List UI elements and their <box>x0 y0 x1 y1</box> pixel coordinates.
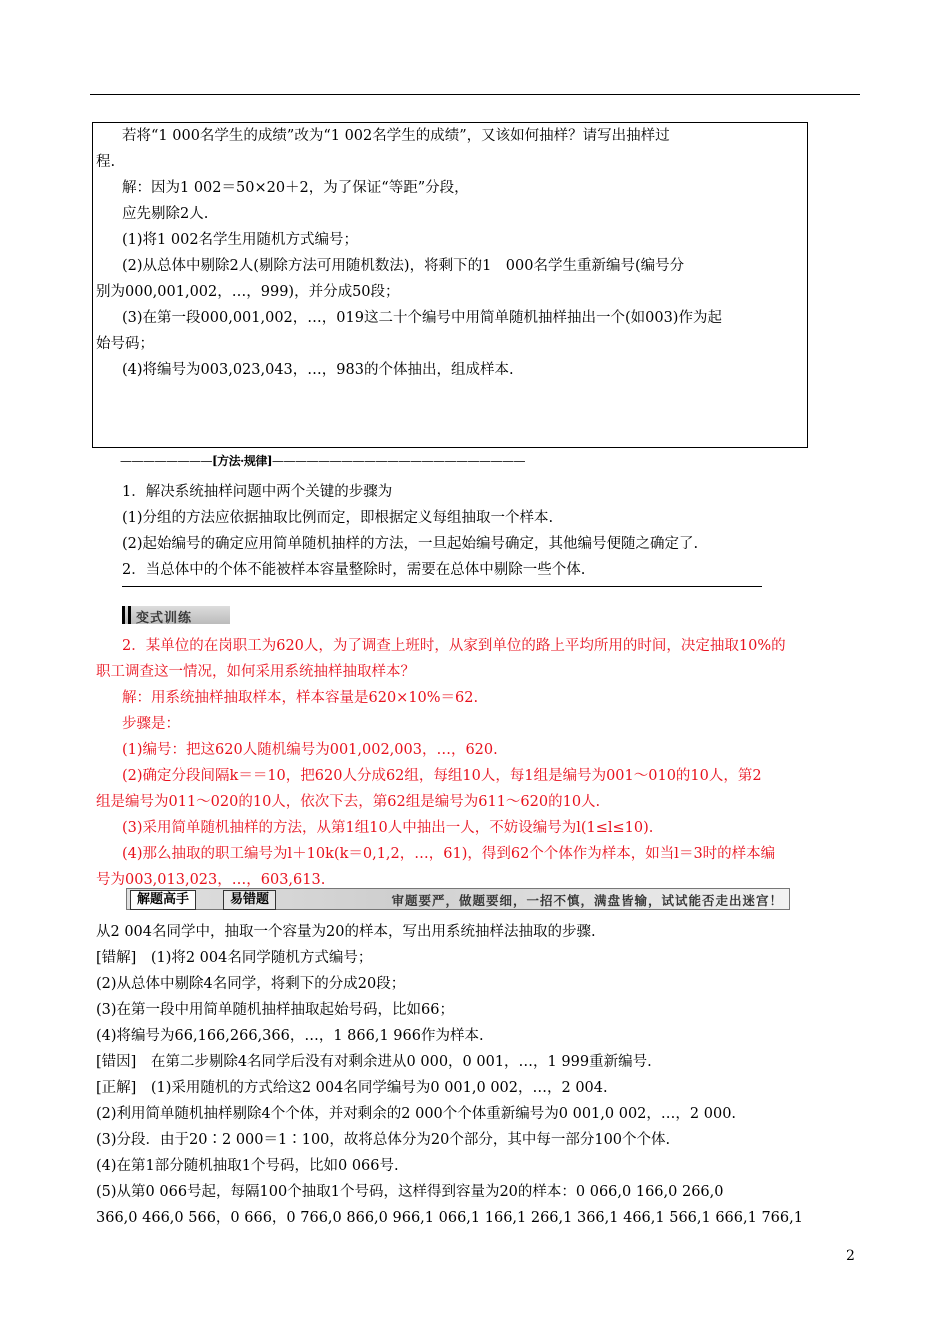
problem-line: 从2 004名同学中，抽取一个容量为20的样本，写出用系统抽样法抽取的步骤. <box>96 924 596 940</box>
variant-line: (2)确定分段间隔k＝＝10，把620人分成62组，每组10人，每1组是编号为001～010的10人，第2 <box>122 768 762 784</box>
bar-icon <box>128 606 131 624</box>
problem-line: (3)在第一段中用简单随机抽样抽取起始号码，比如66； <box>96 1002 454 1018</box>
method-line: 2．当总体中的个体不能被样本容量整除时，需要在总体中剔除一些个体. <box>122 562 586 578</box>
problem-line: (3)分段．由于20∶2 000＝1∶100，故将总体分为20个部分，其中每一部分100个个体. <box>96 1132 671 1148</box>
variant-line: 职工调查这一情况，如何采用系统抽样抽取样本？ <box>96 664 415 680</box>
section-rule <box>122 586 762 587</box>
problem-line: 366,0 466,0 566，0 666，0 766,0 866,0 966,1 066,1 166,1 266,1 366,1 466,1 566,1 666,1 766,1 <box>96 1210 803 1226</box>
variant-line: 号为003,013,023，…，603,613. <box>96 872 326 888</box>
error-section-banner <box>126 888 790 910</box>
header-rule <box>90 94 860 95</box>
problem-line: (2)从总体中剔除4名同学，将剩下的分成20段； <box>96 976 406 992</box>
page-number: 2 <box>846 1248 855 1264</box>
variant-line: (4)那么抽取的职工编号为l＋10k(k＝0,1,2，…，61)，得到62个个体作为样本，如当l＝3时的样本编 <box>122 846 776 862</box>
box-line: 始号码； <box>96 336 154 352</box>
box-line: 若将“1 000名学生的成绩”改为“1 002名学生的成绩”，又该如何抽样？请写出抽样过 <box>122 128 670 144</box>
box-line: (3)在第一段000,001,002，…，019这二十个编号中用简单随机抽样抽出一个(如003)作为起 <box>122 310 722 326</box>
variant-section-banner <box>122 606 230 624</box>
banner-tag-expert: 解题高手 <box>130 890 196 910</box>
method-line: 1．解决系统抽样问题中两个关键的步骤为 <box>122 484 393 500</box>
problem-line: [错因] 在第二步剔除4名同学后没有对剩余进从0 000，0 001，…，1 999重新编号. <box>96 1054 652 1070</box>
variant-label: 变式训练 <box>136 611 193 626</box>
box-line: (2)从总体中剔除2人(剔除方法可用随机数法)，将剩下的1 000名学生重新编号(编号分 <box>122 258 685 274</box>
variant-line: (3)采用简单随机抽样的方法，从第1组10人中抽出一人，不妨设编号为l(1≤l≤10). <box>122 820 654 836</box>
method-line: (2)起始编号的确定应用简单随机抽样的方法，一旦起始编号确定，其他编号便随之确定了. <box>122 536 699 552</box>
box-line: 解：因为1 002＝50×20＋2，为了保证“等距”分段， <box>122 180 469 196</box>
box-line: 程. <box>96 154 116 170</box>
problem-line: (4)在第1部分随机抽取1个号码，比如0 066号. <box>96 1158 399 1174</box>
box-line: 应先剔除2人. <box>122 206 209 222</box>
problem-line: [错解] (1)将2 004名同学随机方式编号； <box>96 950 373 966</box>
method-label: [方法·规律] <box>212 454 273 468</box>
problem-line: (5)从第0 066号起，每隔100个抽取1个号码，这样得到容量为20的样本：0 066,0 166,0 266,0 <box>96 1184 724 1200</box>
method-section-header: ————————[方法·规律]—————————————————————— <box>120 454 526 468</box>
variant-line: 2．某单位的在岗职工为620人，为了调查上班时，从家到单位的路上平均所用的时间，决定抽取10%的 <box>122 638 786 654</box>
box-line: 别为000,001,002，…，999)，并分成50段； <box>96 284 400 300</box>
bar-icon <box>122 606 125 624</box>
method-line: (1)分组的方法应依据抽取比例而定，即根据定义每组抽取一个样本. <box>122 510 554 526</box>
problem-line: (2)利用简单随机抽样剔除4个个体，并对剩余的2 000个个体重新编号为0 001,0 002，…，2 000. <box>96 1106 737 1122</box>
problem-line: [正解] (1)采用随机的方式给这2 004名同学编号为0 001,0 002，…，2 004. <box>96 1080 608 1096</box>
banner-motto: 审题要严，做题要细，一招不慎，满盘皆输，试试能否走出迷宫！ <box>391 893 783 908</box>
variant-line: 组是编号为011～020的10人，依次下去，第62组是编号为611～620的10人. <box>96 794 601 810</box>
box-line: (1)将1 002名学生用随机方式编号； <box>122 232 359 248</box>
variant-line: 解：用系统抽样抽取样本，样本容量是620×10%＝62. <box>122 690 479 706</box>
variant-line: (1)编号：把这620人随机编号为001,002,003，…，620. <box>122 742 498 758</box>
variant-line: 步骤是： <box>122 716 180 732</box>
problem-line: (4)将编号为66,166,266,366，…，1 866,1 966作为样本. <box>96 1028 484 1044</box>
box-line: (4)将编号为003,023,043，…，983的个体抽出，组成样本. <box>122 362 514 378</box>
banner-tag-error: 易错题 <box>223 890 276 910</box>
